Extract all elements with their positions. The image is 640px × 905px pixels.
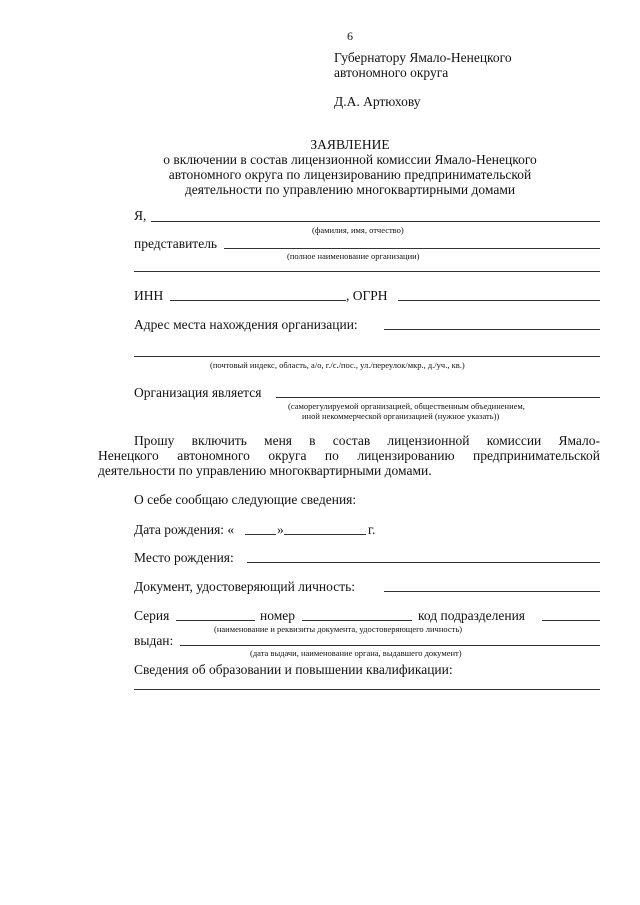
org-name-hint: (полное наименование организации) — [287, 251, 420, 261]
dob-year-suffix: г. — [368, 522, 376, 537]
dob-label: Дата рождения: « — [134, 522, 235, 537]
org-type-label: Организация является — [134, 385, 262, 400]
fio-hint: (фамилия, имя, отчество) — [312, 225, 404, 235]
dob-day-field[interactable] — [245, 534, 276, 535]
education-label: Сведения об образовании и повышении квалификации: — [134, 662, 453, 677]
org-type-hint-1: (саморегулируемой организацией, общественным объединением, — [288, 401, 525, 411]
inn-label: ИНН — [134, 288, 164, 303]
number-field[interactable] — [302, 620, 412, 621]
organization-name-field-2[interactable] — [134, 271, 600, 272]
page-number: 6 — [347, 29, 353, 43]
ogrn-field[interactable] — [398, 300, 600, 301]
address-label: Адрес места нахождения организации: — [134, 317, 358, 332]
fio-field[interactable] — [151, 221, 600, 222]
subdivision-code-field[interactable] — [542, 620, 600, 621]
request-line3: деятельности по управлению многоквартирными домами. — [98, 463, 432, 478]
addressee-line2: автономного округа — [334, 65, 449, 80]
id-doc-hint: (наименование и реквизиты документа, удостоверяющего личность) — [214, 624, 463, 634]
address-field[interactable] — [384, 329, 600, 330]
address-field-2[interactable] — [134, 356, 600, 357]
series-label: Серия — [134, 608, 170, 623]
rep-label: представитель — [134, 236, 218, 251]
org-type-field[interactable] — [276, 397, 600, 398]
address-hint: (почтовый индекс, область, а/о, г./с./пос., ул./переулок/мкр., д./уч., кв.) — [210, 360, 465, 370]
title-line2: автономного округа по лицензированию предпринимательской — [168, 167, 532, 182]
personal-intro: О себе сообщаю следующие сведения: — [134, 492, 357, 507]
subdivision-code-label: код подразделения — [418, 608, 526, 623]
pob-field[interactable] — [247, 562, 600, 563]
series-field[interactable] — [176, 620, 255, 621]
org-type-hint-2: иной некоммерческой организацией (нужное указать)) — [302, 411, 500, 421]
title-line1: о включении в состав лицензионной комиссии Ямало-Ненецкого — [163, 152, 537, 167]
addressee-line1: Губернатору Ямало-Ненецкого — [334, 50, 512, 65]
ya-label: Я, — [134, 208, 147, 223]
addressee-name: Д.А. Артюхову — [334, 94, 421, 109]
request-line2-wrap — [98, 448, 600, 464]
dob-month-year-field[interactable] — [284, 534, 366, 535]
issued-hint: (дата выдачи, наименование органа, выдавшего документ) — [250, 648, 462, 658]
number-label: номер — [260, 608, 296, 623]
request-line1-wrap — [134, 433, 600, 449]
request-line1: Прошу включить меня в состав лицензионной комиссии Ямало- — [134, 433, 600, 448]
education-field[interactable] — [134, 689, 600, 690]
id-doc-field[interactable] — [384, 591, 600, 592]
dob-quote: » — [277, 522, 284, 537]
organization-name-field[interactable] — [224, 248, 600, 249]
issued-label: выдан: — [134, 633, 174, 648]
request-line2: Ненецкого автономного округа по лицензированию предпринимательской — [98, 448, 600, 463]
ogrn-label: , ОГРН — [346, 288, 388, 303]
issued-field[interactable] — [180, 645, 600, 646]
inn-field[interactable] — [170, 300, 346, 301]
pob-label: Место рождения: — [134, 550, 234, 565]
title-line3: деятельности по управлению многоквартирными домами — [184, 182, 516, 197]
document-heading: ЗАЯВЛЕНИЕ — [310, 137, 390, 152]
id-doc-label: Документ, удостоверяющий личность: — [134, 579, 356, 594]
